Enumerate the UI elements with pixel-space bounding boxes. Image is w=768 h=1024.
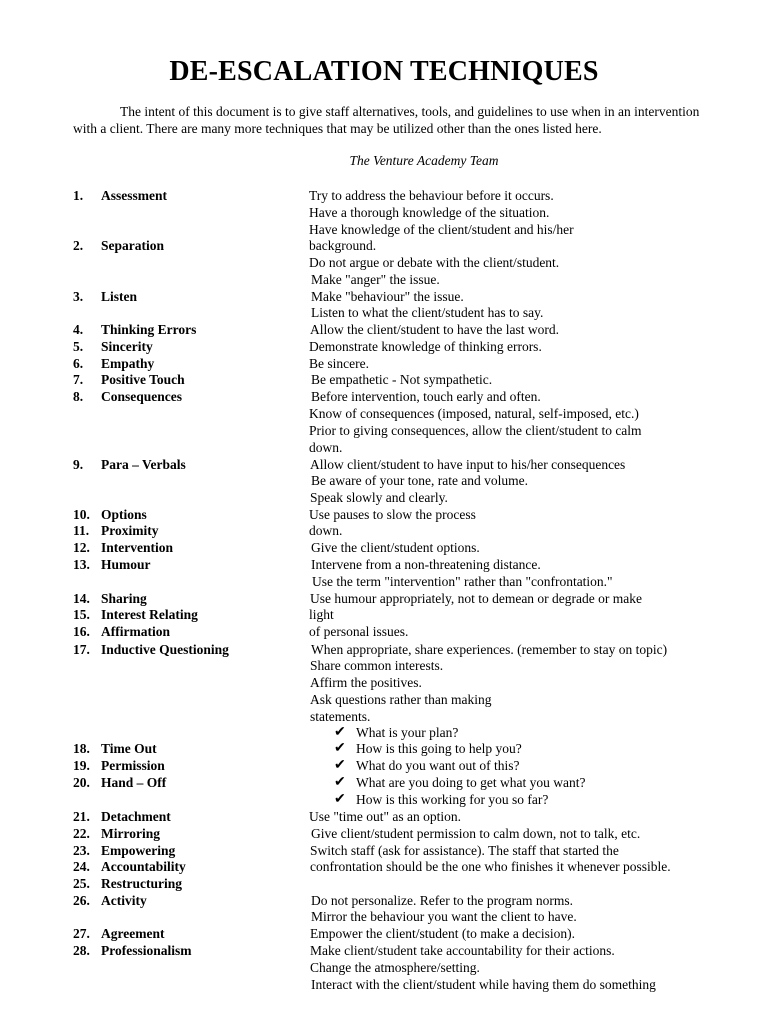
technique-name: Affirmation [101,624,170,639]
technique-number: 3. [73,289,84,304]
technique-name: Mirroring [101,826,160,841]
technique-name: Inductive Questioning [101,642,229,657]
technique-name: Interest Relating [101,607,198,622]
technique-name: Para – Verbals [101,457,186,472]
description-line: Make "anger" the issue. [311,272,440,287]
technique-name: Consequences [101,389,183,404]
technique-name: Options [101,507,147,522]
description-line: Intervene from a non-threatening distance. [311,557,541,572]
technique-name: Professionalism [101,943,192,958]
technique-number: 20. [73,775,90,790]
technique-number: 6. [73,356,84,371]
team-signature: The Venture Academy Team [349,153,499,168]
technique-number: 9. [73,457,84,472]
description-line: background. [309,238,377,253]
description-line: Demonstrate knowledge of thinking errors. [309,339,542,354]
description-line: Allow client/student to have input to his/her consequences [310,457,626,472]
description-line: Do not personalize. Refer to the program norms. [311,893,574,908]
page-title: DE-ESCALATION TECHNIQUES [169,56,599,87]
technique-number: 14. [73,591,90,606]
description-line: Switch staff (ask for assistance). The staff that started the [310,843,619,858]
description-line: Use humour appropriately, not to demean or degrade or make [310,591,643,606]
description-line: Change the atmosphere/setting. [310,960,480,975]
description-line: Share common interests. [310,658,444,673]
description-line: Have a thorough knowledge of the situation. [309,205,550,220]
description-line: Allow the client/student to have the last word. [310,322,559,337]
description-line: Mirror the behaviour you want the client to have. [311,909,577,924]
description-line: light [309,607,334,622]
description-line: Know of consequences (imposed, natural, self-imposed, etc.) [309,406,639,421]
technique-number: 27. [73,926,90,941]
description-line: Have knowledge of the client/student and his/her [309,222,574,237]
description-line: Ask questions rather than making [310,692,492,707]
question-item: How is this going to help you? [356,741,522,756]
description-line: Be aware of your tone, rate and volume. [311,473,529,488]
technique-name: Separation [101,238,165,253]
technique-name: Humour [101,557,151,572]
technique-name: Proximity [101,523,159,538]
technique-name: Permission [101,758,165,773]
technique-number: 2. [73,238,84,253]
technique-name: Time Out [101,741,157,756]
technique-number: 12. [73,540,90,555]
technique-number: 10. [73,507,90,522]
technique-name: Thinking Errors [101,322,197,337]
technique-name: Assessment [101,188,167,203]
technique-name: Detachment [101,809,171,824]
description-line: Do not argue or debate with the client/student. [309,255,560,270]
description-line: Use pauses to slow the process [309,507,476,522]
question-item: What is your plan? [356,725,459,740]
description-line: Speak slowly and clearly. [310,490,448,505]
technique-number: 1. [73,188,84,203]
technique-name: Listen [101,289,138,304]
technique-number: 22. [73,826,90,841]
technique-name: Intervention [101,540,173,555]
description-line: statements. [310,709,371,724]
technique-number: 13. [73,557,90,572]
technique-name: Hand – Off [101,775,167,790]
description-line: Interact with the client/student while having them do something [311,977,656,992]
description-line: When appropriate, share experiences. (remember to stay on topic) [311,642,668,657]
technique-name: Agreement [101,926,165,941]
description-line: Affirm the positives. [310,675,422,690]
technique-number: 5. [73,339,84,354]
description-line: Try to address the behaviour before it occurs. [309,188,554,203]
intro-paragraph [73,104,713,138]
description-line: Prior to giving consequences, allow the client/student to calm [309,423,642,438]
description-line: Be empathetic - Not sympathetic. [311,372,493,387]
description-line: Empower the client/student (to make a decision). [310,926,576,941]
description-line: Listen to what the client/student has to say. [311,305,544,320]
description-line: down. [309,523,343,538]
technique-name: Empathy [101,356,155,371]
description-line: Give the client/student options. [311,540,480,555]
technique-number: 26. [73,893,90,908]
technique-number: 16. [73,624,90,639]
technique-name: Accountability [101,859,186,874]
checkmark-icon: ✔ [334,741,346,756]
technique-name: Restructuring [101,876,182,891]
technique-name: Sharing [101,591,147,606]
question-item: What do you want out of this? [356,758,520,773]
checkmark-icon: ✔ [334,775,346,790]
description-line: Use the term "intervention" rather than "confrontation." [312,574,613,589]
technique-number: 7. [73,372,84,387]
technique-number: 15. [73,607,90,622]
question-item: What are you doing to get what you want? [356,775,586,790]
technique-number: 19. [73,758,90,773]
technique-number: 4. [73,322,84,337]
description-line: of personal issues. [309,624,409,639]
technique-name: Activity [101,893,147,908]
technique-number: 28. [73,943,90,958]
technique-name: Positive Touch [101,372,185,387]
technique-number: 18. [73,741,90,756]
description-line: confrontation should be the one who finishes it whenever possible. [310,859,671,874]
technique-number: 17. [73,642,90,657]
description-line: Be sincere. [309,356,369,371]
technique-name: Empowering [101,843,176,858]
description-line: Before intervention, touch early and often. [311,389,541,404]
checkmark-icon: ✔ [334,792,346,807]
intro-text: The intent of this document is to give staff alternatives, tools, and guidelines to use when in an intervention with a client. There are many more techniques that may be utilized other than the ones listed here. [73,104,700,136]
technique-number: 23. [73,843,90,858]
technique-number: 24. [73,859,90,874]
checkmark-icon: ✔ [334,758,346,773]
question-item: How is this working for you so far? [356,792,549,807]
technique-number: 25. [73,876,90,891]
technique-number: 8. [73,389,84,404]
description-line: Use "time out" as an option. [309,809,462,824]
description-line: Make client/student take accountability for their actions. [310,943,615,958]
technique-name: Sincerity [101,339,153,354]
description-line: Make "behaviour" the issue. [311,289,464,304]
technique-number: 21. [73,809,90,824]
description-line: Give client/student permission to calm down, not to talk, etc. [311,826,641,841]
checkmark-icon: ✔ [334,725,346,740]
description-line: down. [309,440,343,455]
technique-number: 11. [73,523,90,538]
